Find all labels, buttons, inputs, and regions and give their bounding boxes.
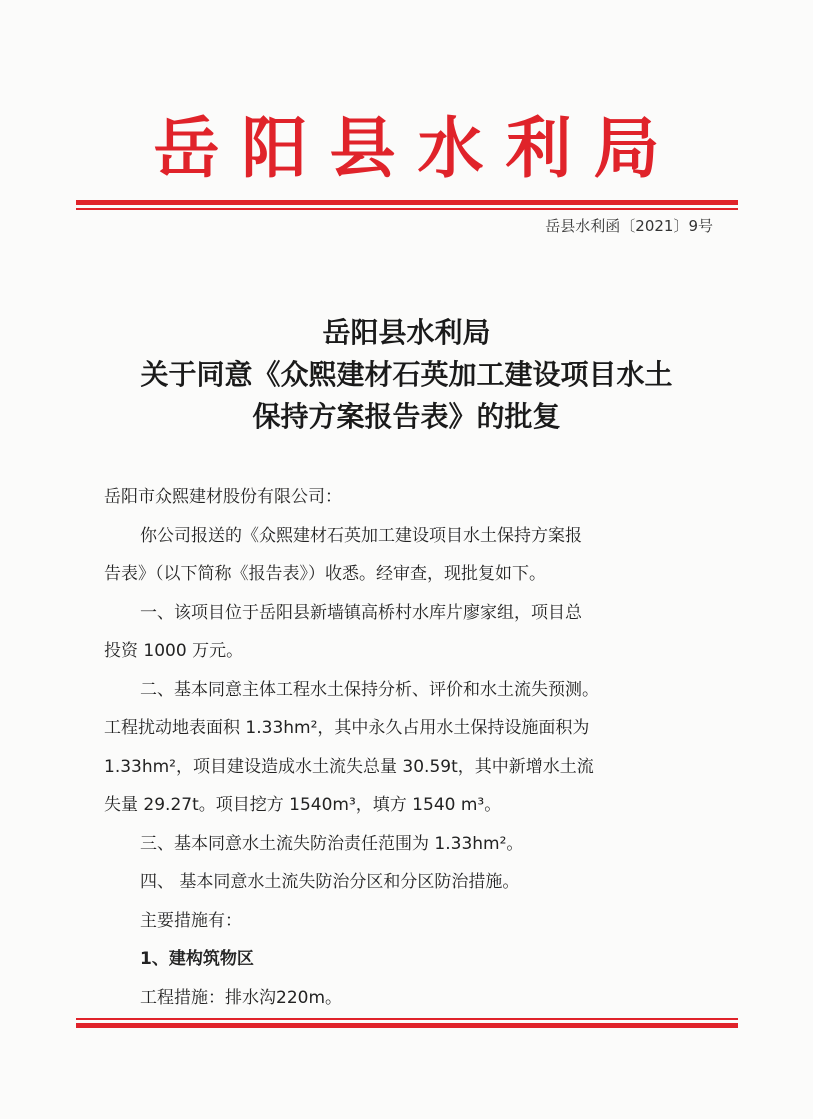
title-line-1: 岳阳县水利局: [322, 316, 491, 349]
header-red-rule-thin: [76, 208, 738, 210]
document-body: [104, 478, 719, 1017]
salutation: 岳阳市众熙建材股份有限公司：: [104, 487, 342, 507]
paragraph-3-line-3: 1.33hm²，项目建设造成水土流失总量 30.59t，其中新增水土流: [104, 756, 594, 777]
title-line-2: 关于同意《众熙建材石英加工建设项目水土: [140, 358, 673, 391]
issuing-authority-header: 岳阳县水利局: [153, 109, 682, 187]
title-line-3: 保持方案报告表》的批复: [252, 400, 561, 433]
paragraph-1-line-2: 告表》（以下简称《报告表》）收悉。经审查，现批复如下。: [104, 564, 546, 584]
paragraph-3-line-1: 二、基本同意主体工程水土保持分析、评价和水土流失预测。: [140, 679, 599, 700]
paragraph-6: 主要措施有：: [140, 910, 242, 931]
paragraph-1-line-1: 你公司报送的《众熙建材石英加工建设项目水土保持方案报: [140, 525, 582, 546]
document-title: [0, 312, 813, 438]
section-heading-buildings: 1、建构筑物区: [140, 949, 254, 969]
footer-red-rule-thick: [76, 1023, 738, 1028]
paragraph-2-line-1: 一、该项目位于岳阳县新墙镇高桥村水库片廖家组，项目总: [140, 602, 582, 623]
paragraph-8: 工程措施：排水沟220m。: [140, 987, 343, 1008]
paragraph-3-line-2: 工程扰动地表面积 1.33hm²，其中永久占用水土保持设施面积为: [104, 718, 590, 738]
paragraph-5: 四、 基本同意水土流失防治分区和分区防治措施。: [140, 872, 520, 892]
footer-red-rule-thin: [76, 1018, 738, 1020]
paragraph-3-line-4: 失量 29.27t。项目挖方 1540m³，填方 1540 m³。: [104, 795, 502, 815]
document-number: 岳县水利函〔2021〕9号: [545, 217, 713, 235]
paragraph-4: 三、基本同意水土流失防治责任范围为 1.33hm²。: [140, 833, 524, 854]
header-red-rule-thick: [76, 200, 738, 205]
paragraph-2-line-2: 投资 1000 万元。: [104, 641, 244, 661]
